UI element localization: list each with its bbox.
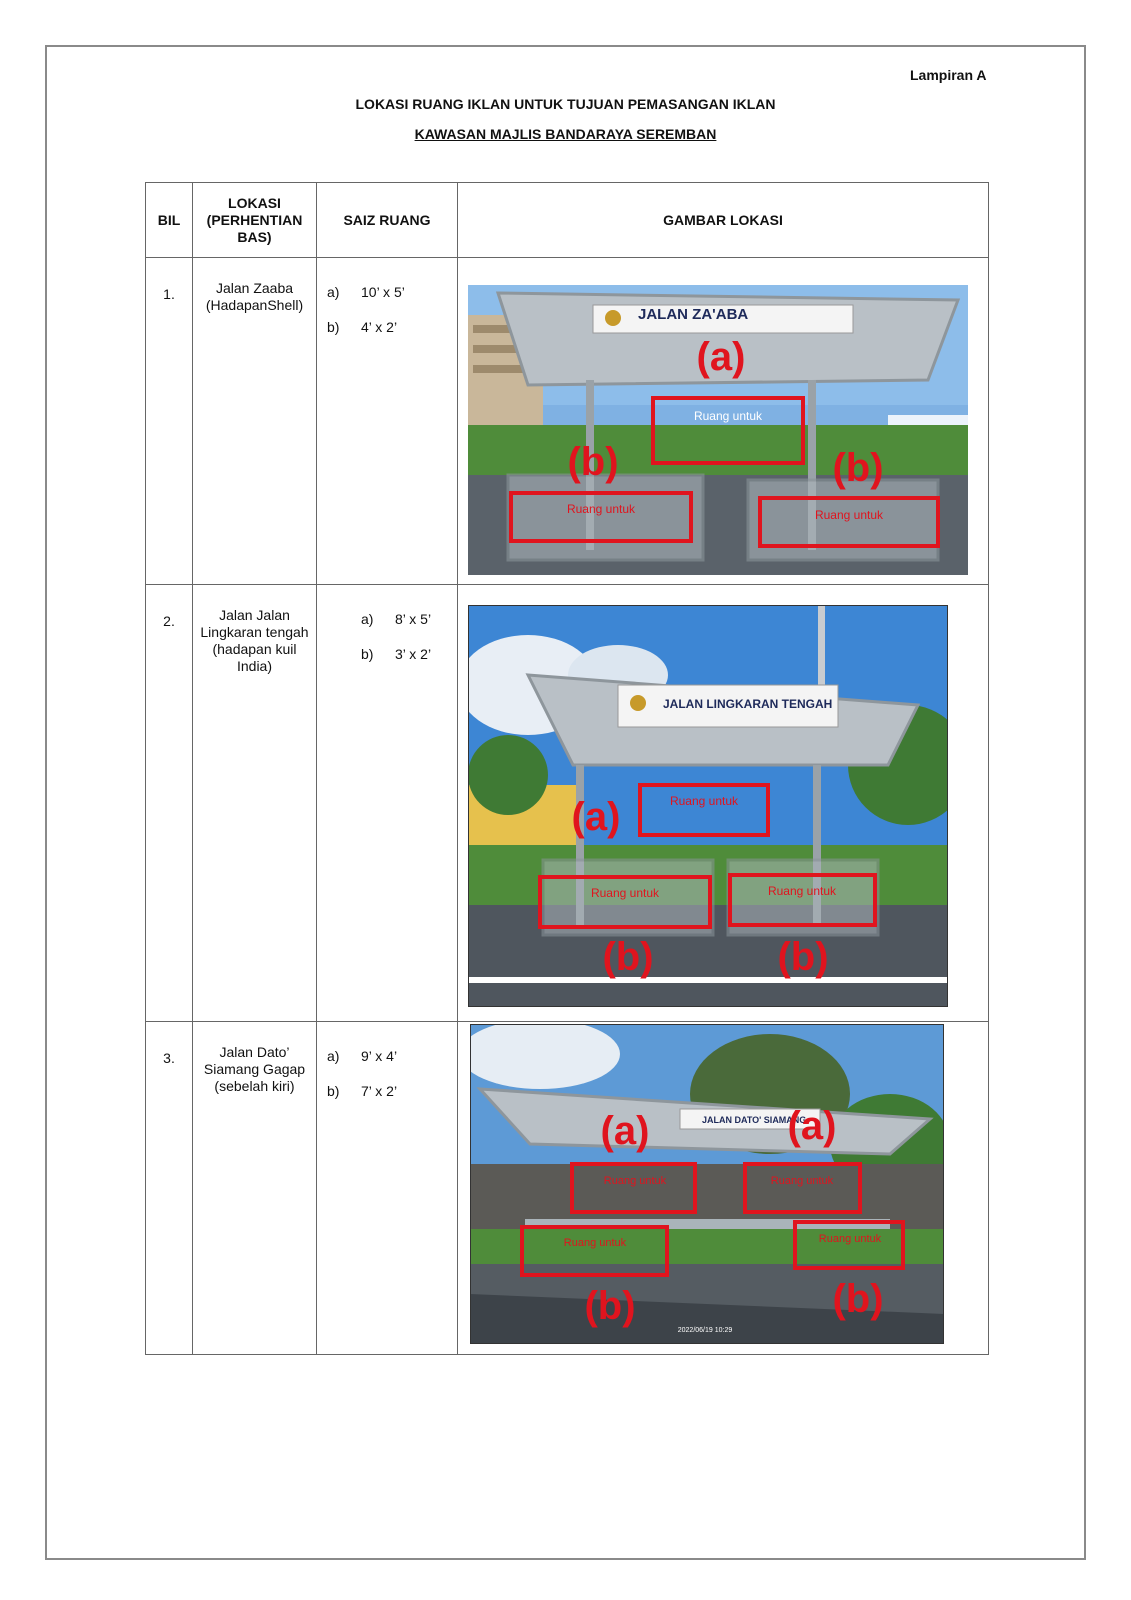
svg-text:(b): (b): [602, 935, 654, 979]
row-sizes: [317, 258, 458, 585]
header-picture: GAMBAR LOKASI: [458, 183, 989, 258]
svg-text:JALAN DATO' SIAMANG: JALAN DATO' SIAMANG: [702, 1115, 807, 1125]
table-row: [146, 258, 989, 585]
row-sizes: [317, 585, 458, 1022]
svg-text:(a): (a): [600, 1109, 650, 1153]
svg-text:Ruang untuk: Ruang untuk: [693, 409, 763, 423]
svg-text:2022/06/19 10:29: 2022/06/19 10:29: [677, 1327, 733, 1334]
header-location: LOKASI (PERHENTIAN BAS): [193, 183, 317, 258]
header-size: SAIZ RUANG: [317, 183, 458, 258]
location-table: [145, 182, 989, 1355]
svg-text:(b): (b): [832, 446, 884, 490]
table-row: [146, 1022, 989, 1355]
row-photo-cell: [458, 1022, 989, 1355]
row-number: 2.: [146, 585, 193, 1022]
svg-text:Ruang untuk: Ruang untuk: [770, 1175, 834, 1187]
bus-stop-photo: [470, 1024, 944, 1344]
document-subtitle: KAWASAN MAJLIS BANDARAYA SEREMBAN: [414, 126, 717, 142]
row-number: 1.: [146, 258, 193, 585]
svg-text:JALAN ZA'ABA: JALAN ZA'ABA: [638, 306, 749, 323]
document-title: LOKASI RUANG IKLAN UNTUK TUJUAN PEMASANGAN IKLAN: [355, 96, 776, 112]
table-row: [146, 585, 989, 1022]
size-item: a) 9’ x 4’: [327, 1048, 398, 1064]
row-sizes: [317, 1022, 458, 1355]
svg-text:Ruang untuk: Ruang untuk: [669, 794, 739, 808]
size-item: b) 7’ x 2’: [327, 1083, 398, 1099]
row-location: Jalan Zaaba (HadapanShell): [193, 258, 317, 585]
svg-text:Ruang untuk: Ruang untuk: [818, 1233, 882, 1245]
svg-text:(b): (b): [567, 440, 619, 484]
svg-text:Ruang untuk: Ruang untuk: [603, 1175, 667, 1187]
svg-text:(b): (b): [777, 935, 829, 979]
svg-text:(a): (a): [571, 795, 621, 839]
svg-text:Ruang untuk: Ruang untuk: [563, 1237, 627, 1249]
row-photo-cell: [458, 258, 989, 585]
row-photo-cell: [458, 585, 989, 1022]
header-bil: BIL: [146, 183, 193, 258]
svg-text:(b): (b): [584, 1284, 636, 1328]
bus-stop-photo: [468, 605, 948, 1007]
svg-text:(a): (a): [787, 1104, 837, 1148]
annex-label: Lampiran A: [910, 67, 987, 83]
size-item: a) 8’ x 5’: [361, 611, 432, 627]
table-header-row: [146, 183, 989, 258]
svg-text:JALAN LINGKARAN TENGAH: JALAN LINGKARAN TENGAH: [663, 697, 833, 711]
bus-stop-photo: [468, 285, 968, 575]
svg-text:Ruang untuk: Ruang untuk: [814, 508, 884, 522]
svg-text:(b): (b): [832, 1277, 884, 1321]
svg-text:Ruang untuk: Ruang untuk: [767, 884, 837, 898]
svg-text:Ruang untuk: Ruang untuk: [566, 502, 636, 516]
size-item: b) 4’ x 2’: [327, 319, 398, 335]
size-item: b) 3’ x 2’: [361, 646, 432, 662]
row-number: 3.: [146, 1022, 193, 1355]
size-item: a) 10’ x 5’: [327, 284, 405, 300]
row-location: Jalan Dato’ Siamang Gagap (sebelah kiri): [193, 1022, 317, 1355]
row-location: Jalan Jalan Lingkaran tengah (hadapan kuil India): [193, 585, 317, 1022]
svg-text:Ruang untuk: Ruang untuk: [590, 886, 660, 900]
svg-text:(a): (a): [696, 335, 746, 379]
